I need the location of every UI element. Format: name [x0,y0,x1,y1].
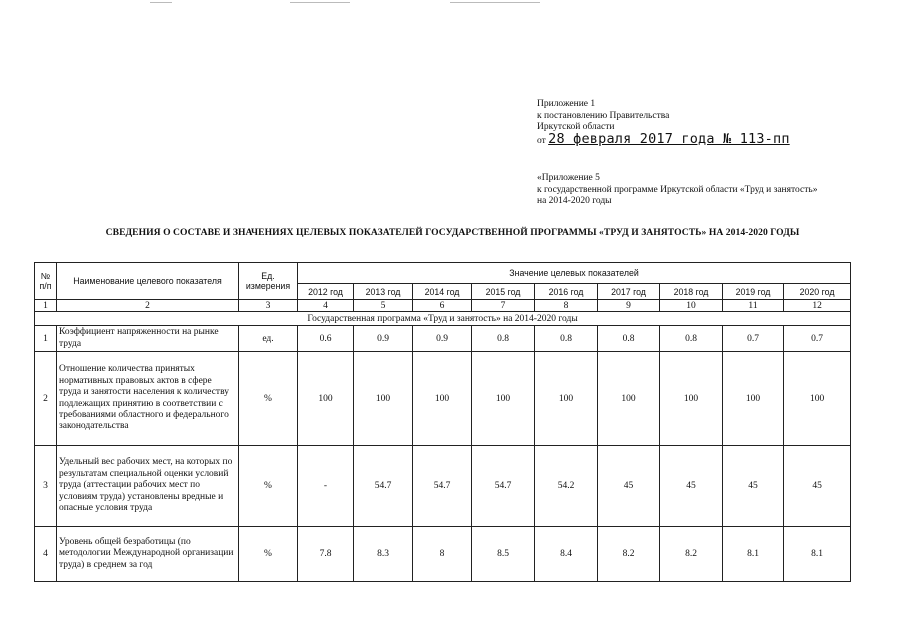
value-cell: 54.2 [535,446,598,527]
section-row [35,312,851,326]
annex-block [537,99,790,147]
value-cell: 0.7 [723,326,784,352]
value-cell: 0.9 [413,326,472,352]
value-cell: 45 [598,446,660,527]
annex-line-2: к постановлению Правительства [537,110,670,121]
section-title: Государственная программа «Труд и занятость» на 2014-2020 годы [35,312,851,326]
value-cell: 100 [784,352,851,446]
value-cell: 100 [535,352,598,446]
row-number: 1 [35,326,57,352]
value-cell: 8.1 [784,527,851,582]
header-unit: Ед. измерения [239,263,298,300]
year-header: 2013 год [354,284,413,300]
value-cell: - [298,446,354,527]
column-number: 4 [298,300,354,312]
value-cell: 100 [298,352,354,446]
unit-cell: % [239,527,298,582]
value-cell: 100 [354,352,413,446]
indicators-table [34,262,851,582]
annex-line-1: Приложение 1 [537,99,596,109]
indicator-name: Уровень общей безработицы (по методологии Международной организации труда) в среднем за год [57,527,239,582]
year-header: 2019 год [723,284,784,300]
value-cell: 0.7 [784,326,851,352]
value-cell: 0.6 [298,326,354,352]
annex5-line-1: «Приложение 5 [537,173,600,183]
annex5-block [537,173,817,208]
column-number: 6 [413,300,472,312]
annex-date-prefix: от [537,135,546,146]
column-number: 10 [660,300,723,312]
indicator-name: Коэффициент напряженности на рынке труда [57,326,239,352]
unit-cell: ед. [239,326,298,352]
unit-cell: % [239,446,298,527]
value-cell: 0.9 [354,326,413,352]
header-values: Значение целевых показателей [298,263,851,284]
value-cell: 100 [723,352,784,446]
value-cell: 54.7 [413,446,472,527]
value-cell: 8 [413,527,472,582]
value-cell: 45 [723,446,784,527]
value-cell: 0.8 [472,326,535,352]
year-header: 2017 год [598,284,660,300]
value-cell: 8.5 [472,527,535,582]
document-title: СВЕДЕНИЯ О СОСТАВЕ И ЗНАЧЕНИЯХ ЦЕЛЕВЫХ ПОКАЗАТЕЛЕЙ ГОСУДАРСТВЕННОЙ ПРОГРАММЫ «ТРУД И ЗАНЯТОСТЬ» НА 2014-2020 ГОДЫ [105,227,800,238]
unit-cell: % [239,352,298,446]
value-cell: 8.4 [535,527,598,582]
value-cell: 7.8 [298,527,354,582]
column-number: 1 [35,300,57,312]
value-cell: 0.8 [598,326,660,352]
indicator-name: Удельный вес рабочих мест, на которых по результатам специальной оценки условий труда (аттестации рабочих мест по условиям труда) установлены вредные и опасные условия труда [57,446,239,527]
column-number: 3 [239,300,298,312]
header-row-1 [35,263,851,284]
column-number-row [35,300,851,312]
value-cell: 0.8 [660,326,723,352]
column-number: 11 [723,300,784,312]
value-cell: 45 [784,446,851,527]
year-header: 2016 год [535,284,598,300]
column-number: 8 [535,300,598,312]
header-name: Наименование целевого показателя [57,263,239,300]
value-cell: 100 [472,352,535,446]
table-row [35,446,851,527]
annex5-line-3: на 2014-2020 годы [537,196,612,206]
year-header: 2020 год [784,284,851,300]
annex-line-3: Иркутской области [537,122,615,132]
scan-artifacts [150,0,550,8]
annex5-line-2: к государственной программе Иркутской области «Труд и занятость» [537,184,818,195]
value-cell: 100 [598,352,660,446]
value-cell: 8.3 [354,527,413,582]
value-cell: 54.7 [354,446,413,527]
annex-date-handwritten: 28 февраля 2017 года № 113-пп [548,130,790,147]
value-cell: 100 [413,352,472,446]
year-header: 2014 год [413,284,472,300]
year-header: 2018 год [660,284,723,300]
value-cell: 8.2 [598,527,660,582]
column-number: 7 [472,300,535,312]
column-number: 2 [57,300,239,312]
value-cell: 100 [660,352,723,446]
table-row [35,352,851,446]
value-cell: 45 [660,446,723,527]
header-num: № п/п [35,263,57,300]
row-number: 2 [35,352,57,446]
value-cell: 8.2 [660,527,723,582]
row-number: 4 [35,527,57,582]
table-row [35,326,851,352]
column-number: 9 [598,300,660,312]
value-cell: 8.1 [723,527,784,582]
table-row [35,527,851,582]
year-header: 2012 год [298,284,354,300]
column-number: 12 [784,300,851,312]
column-number: 5 [354,300,413,312]
annex-date-line [537,130,790,148]
value-cell: 0.8 [535,326,598,352]
year-header: 2015 год [472,284,535,300]
row-number: 3 [35,446,57,527]
value-cell: 54.7 [472,446,535,527]
indicator-name: Отношение количества принятых нормативных правовых актов в сфере труда и занятости населения к количеству подлежащих принятию в соответствии с требованиями областного и федерального законодательства [57,352,239,446]
